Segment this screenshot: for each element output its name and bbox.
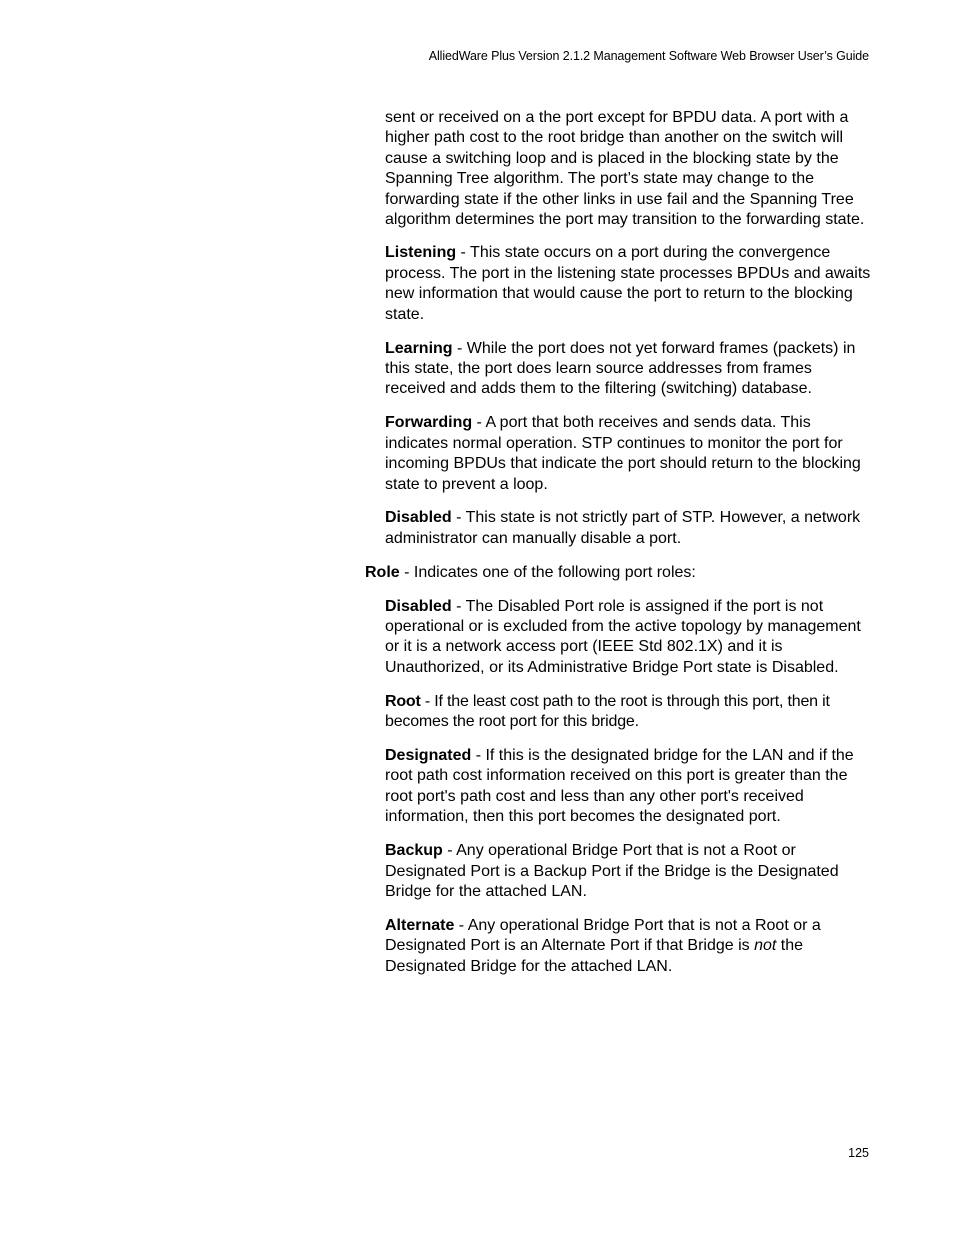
term-backup: Backup [385, 842, 443, 860]
running-header: AlliedWare Plus Version 2.1.2 Management Software Web Browser User’s Guide [428, 49, 869, 63]
term-listening: Listening [385, 244, 457, 262]
state-learning: Learning - While the port does not yet forward frames (packets) in this state, the port does learn source addresses from frames received and adds them to the filtering (switching) database. [385, 339, 856, 398]
term-designated: Designated [385, 747, 472, 765]
term-root: Root [385, 692, 421, 710]
role-alternate: Alternate - Any operational Bridge Port that is not a Root or a Designated Port is an Alternate Port if that Bridge is not the Designated Bridge for the attached LAN. [385, 916, 821, 975]
emphasis-not: not [754, 937, 777, 955]
state-disabled: Disabled - This state is not strictly part of STP. However, a network administrator can manually disable a port. [385, 509, 861, 547]
term-forwarding: Forwarding [385, 414, 473, 432]
intro-paragraph: sent or received on a the port except for BPDU data. A port with a higher path cost to the root bridge than another on the switch will cause a switching loop and is placed in the blocking state by the Spanning Tree algorithm. The port’s state may change to the forwarding state if the other links in use fail and the Spanning Tree algorithm determines the port may transition to the forwarding state. [385, 109, 865, 229]
page-content [365, 108, 871, 991]
role-disabled: Disabled - The Disabled Port role is assigned if the port is not operational or is excluded from the active topology by management or it is a network access port (IEEE Std 802.1X) and it is Unauthorized, or its Administrative Bridge Port state is Disabled. [385, 597, 861, 676]
term-disabled-role: Disabled [385, 597, 452, 615]
term-learning: Learning [385, 339, 453, 357]
role-root: Root - If the least cost path to the root is through this port, then it becomes the root port for this bridge. [385, 692, 830, 731]
role-designated: Designated - If this is the designated bridge for the LAN and if the root path cost information received on this port is greater than the root port's path cost and less than any other port's received information, then this port becomes the designated port. [385, 747, 854, 826]
term-alternate: Alternate [385, 916, 455, 934]
role-backup: Backup - Any operational Bridge Port that is not a Root or Designated Port is a Backup Port if the Bridge is the Designated Bridge for the attached LAN. [385, 842, 839, 900]
term-disabled-state: Disabled [385, 509, 452, 527]
page-number: 125 [848, 1146, 869, 1160]
term-role: Role [365, 563, 400, 581]
state-listening: Listening - This state occurs on a port during the convergence process. The port in the listening state processes BPDUs and awaits new information that would cause the port to return to the blocking state. [385, 244, 871, 323]
state-forwarding: Forwarding - A port that both receives and sends data. This indicates normal operation. STP continues to monitor the port for incoming BPDUs that indicate the port should return to the blocking state to prevent a loop. [385, 414, 861, 493]
role-heading: Role - Indicates one of the following port roles: [365, 563, 696, 581]
